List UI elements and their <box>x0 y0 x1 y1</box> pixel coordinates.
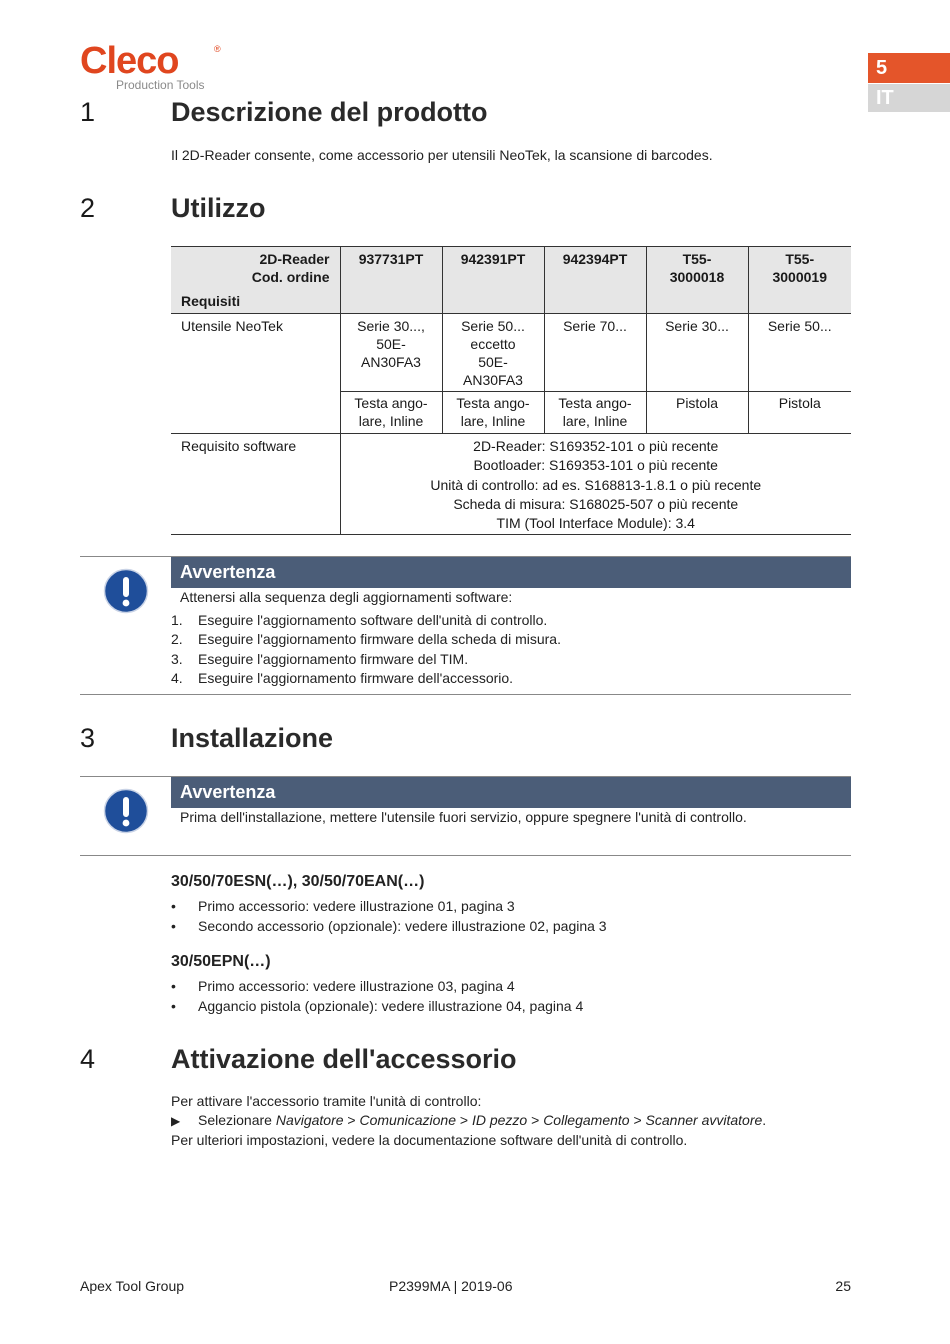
section-title: Attivazione dell'accessorio <box>171 1044 517 1074</box>
table-cell: Serie 50... eccetto 50E- AN30FA3 <box>442 314 544 392</box>
table-cell: 2D-Reader: S169352-101 o più recente Bootloader: S169353-101 o più recente Unità di controllo: ad es. S168813-1.8.1 o più recente Scheda di misura: S168025-507 o più recente TIM (Tool Interface Module): 3.4 <box>340 434 851 535</box>
table-header-row <box>171 247 851 291</box>
table-cell: Serie 30..., 50E- AN30FA3 <box>340 314 442 392</box>
section-number: 2 <box>80 193 96 223</box>
cleco-logo <box>80 42 230 92</box>
table-cell: Serie 50... <box>748 314 851 392</box>
list-item: • Aggancio pistola (opzionale): vedere illustrazione 04, pagina 4 <box>171 997 584 1014</box>
warning-text: Prima dell'installazione, mettere l'utensile fuori servizio, oppure spegnere l'unità di controllo. <box>180 809 747 825</box>
section-number: 4 <box>80 1044 96 1074</box>
footer-page-number: 25 <box>835 1278 851 1294</box>
table-header-cell: T55- 3000018 <box>646 247 748 314</box>
table-cell: Testa ango- lare, Inline <box>340 392 442 434</box>
warning-exclamation-icon <box>103 568 149 614</box>
table-header-cell: 942391PT <box>442 247 544 314</box>
warning-intro: Attenersi alla sequenza degli aggiornamenti software: <box>180 589 513 605</box>
table-header-cell: 942394PT <box>544 247 646 314</box>
bullet-list <box>171 977 583 1016</box>
list-item: 2. Eseguire l'aggiornamento firmware della scheda di misura. <box>171 631 561 648</box>
table-header-cell: Requisiti <box>171 291 340 314</box>
table-cell: Pistola <box>748 392 851 434</box>
table-row <box>171 314 851 392</box>
table-cell: Pistola <box>646 392 748 434</box>
table-cell: Utensile NeoTek <box>171 314 340 434</box>
list-item: • Primo accessorio: vedere illustrazione 03, pagina 4 <box>171 978 515 994</box>
table-row <box>171 434 851 535</box>
list-item: 1. Eseguire l'aggiornamento software dell'unità di controllo. <box>171 612 548 628</box>
subsection-title: 30/50EPN(…) <box>171 953 271 970</box>
warning-title: Avvertenza <box>171 777 851 808</box>
list-item: 3. Eseguire l'aggiornamento firmware del TIM. <box>171 650 469 667</box>
section-paragraph: Il 2D-Reader consente, come accessorio per utensili NeoTek, la scansione di barcodes. <box>171 147 713 163</box>
logo-registered-mark: ® <box>214 44 221 54</box>
activation-step: ▶ Selezionare Navigatore > Comunicazione > ID pezzo > Collegamento > Scanner avvitatore. <box>171 1112 767 1128</box>
arrow-right-icon: ▶ <box>171 1114 181 1128</box>
warning-bottom-rule <box>80 855 851 856</box>
section-number: 1 <box>80 97 96 127</box>
table-header-cell: 937731PT <box>340 247 442 314</box>
table-cell: Requisito software <box>171 434 340 535</box>
warning-title: Avvertenza <box>171 557 851 588</box>
section-title: Installazione <box>171 723 334 753</box>
bullet-list <box>171 897 607 936</box>
footer-document-id: P2399MA | 2019-06 <box>389 1278 513 1294</box>
section-title: Utilizzo <box>171 193 266 223</box>
list-item: 4. Eseguire l'aggiornamento firmware dell'accessorio. <box>171 669 514 686</box>
subsection-title: 30/50/70ESN(…), 30/50/70EAN(…) <box>171 873 425 890</box>
warning-exclamation-icon <box>103 788 149 834</box>
logo-wordmark: Cleco <box>80 40 179 82</box>
table-cell: Serie 30... <box>646 314 748 392</box>
language-tab: IT <box>868 84 950 112</box>
footer-company: Apex Tool Group <box>80 1278 185 1294</box>
activation-intro: Per attivare l'accessorio tramite l'unità di controllo: <box>171 1093 482 1109</box>
table-header-cell: T55- 3000019 <box>748 247 851 314</box>
section-number: 3 <box>80 723 96 753</box>
warning-bottom-rule <box>80 694 851 695</box>
table-cell: Testa ango- lare, Inline <box>544 392 646 434</box>
list-item: • Primo accessorio: vedere illustrazione 01, pagina 3 <box>171 898 515 914</box>
table-header-cell: 2D-Reader Cod. ordine <box>171 247 340 291</box>
logo-tagline: Production Tools <box>116 78 205 92</box>
table-cell: Testa ango- lare, Inline <box>442 392 544 434</box>
section-title: Descrizione del prodotto <box>171 97 488 127</box>
update-steps-list <box>171 611 561 688</box>
activation-outro: Per ulteriori impostazioni, vedere la documentazione software dell'unità di controllo. <box>171 1132 688 1148</box>
chapter-number-tab: 5 <box>868 53 950 83</box>
list-item: • Secondo accessorio (opzionale): vedere illustrazione 02, pagina 3 <box>171 917 607 934</box>
table-cell: Serie 70... <box>544 314 646 392</box>
requirements-table <box>171 246 851 535</box>
